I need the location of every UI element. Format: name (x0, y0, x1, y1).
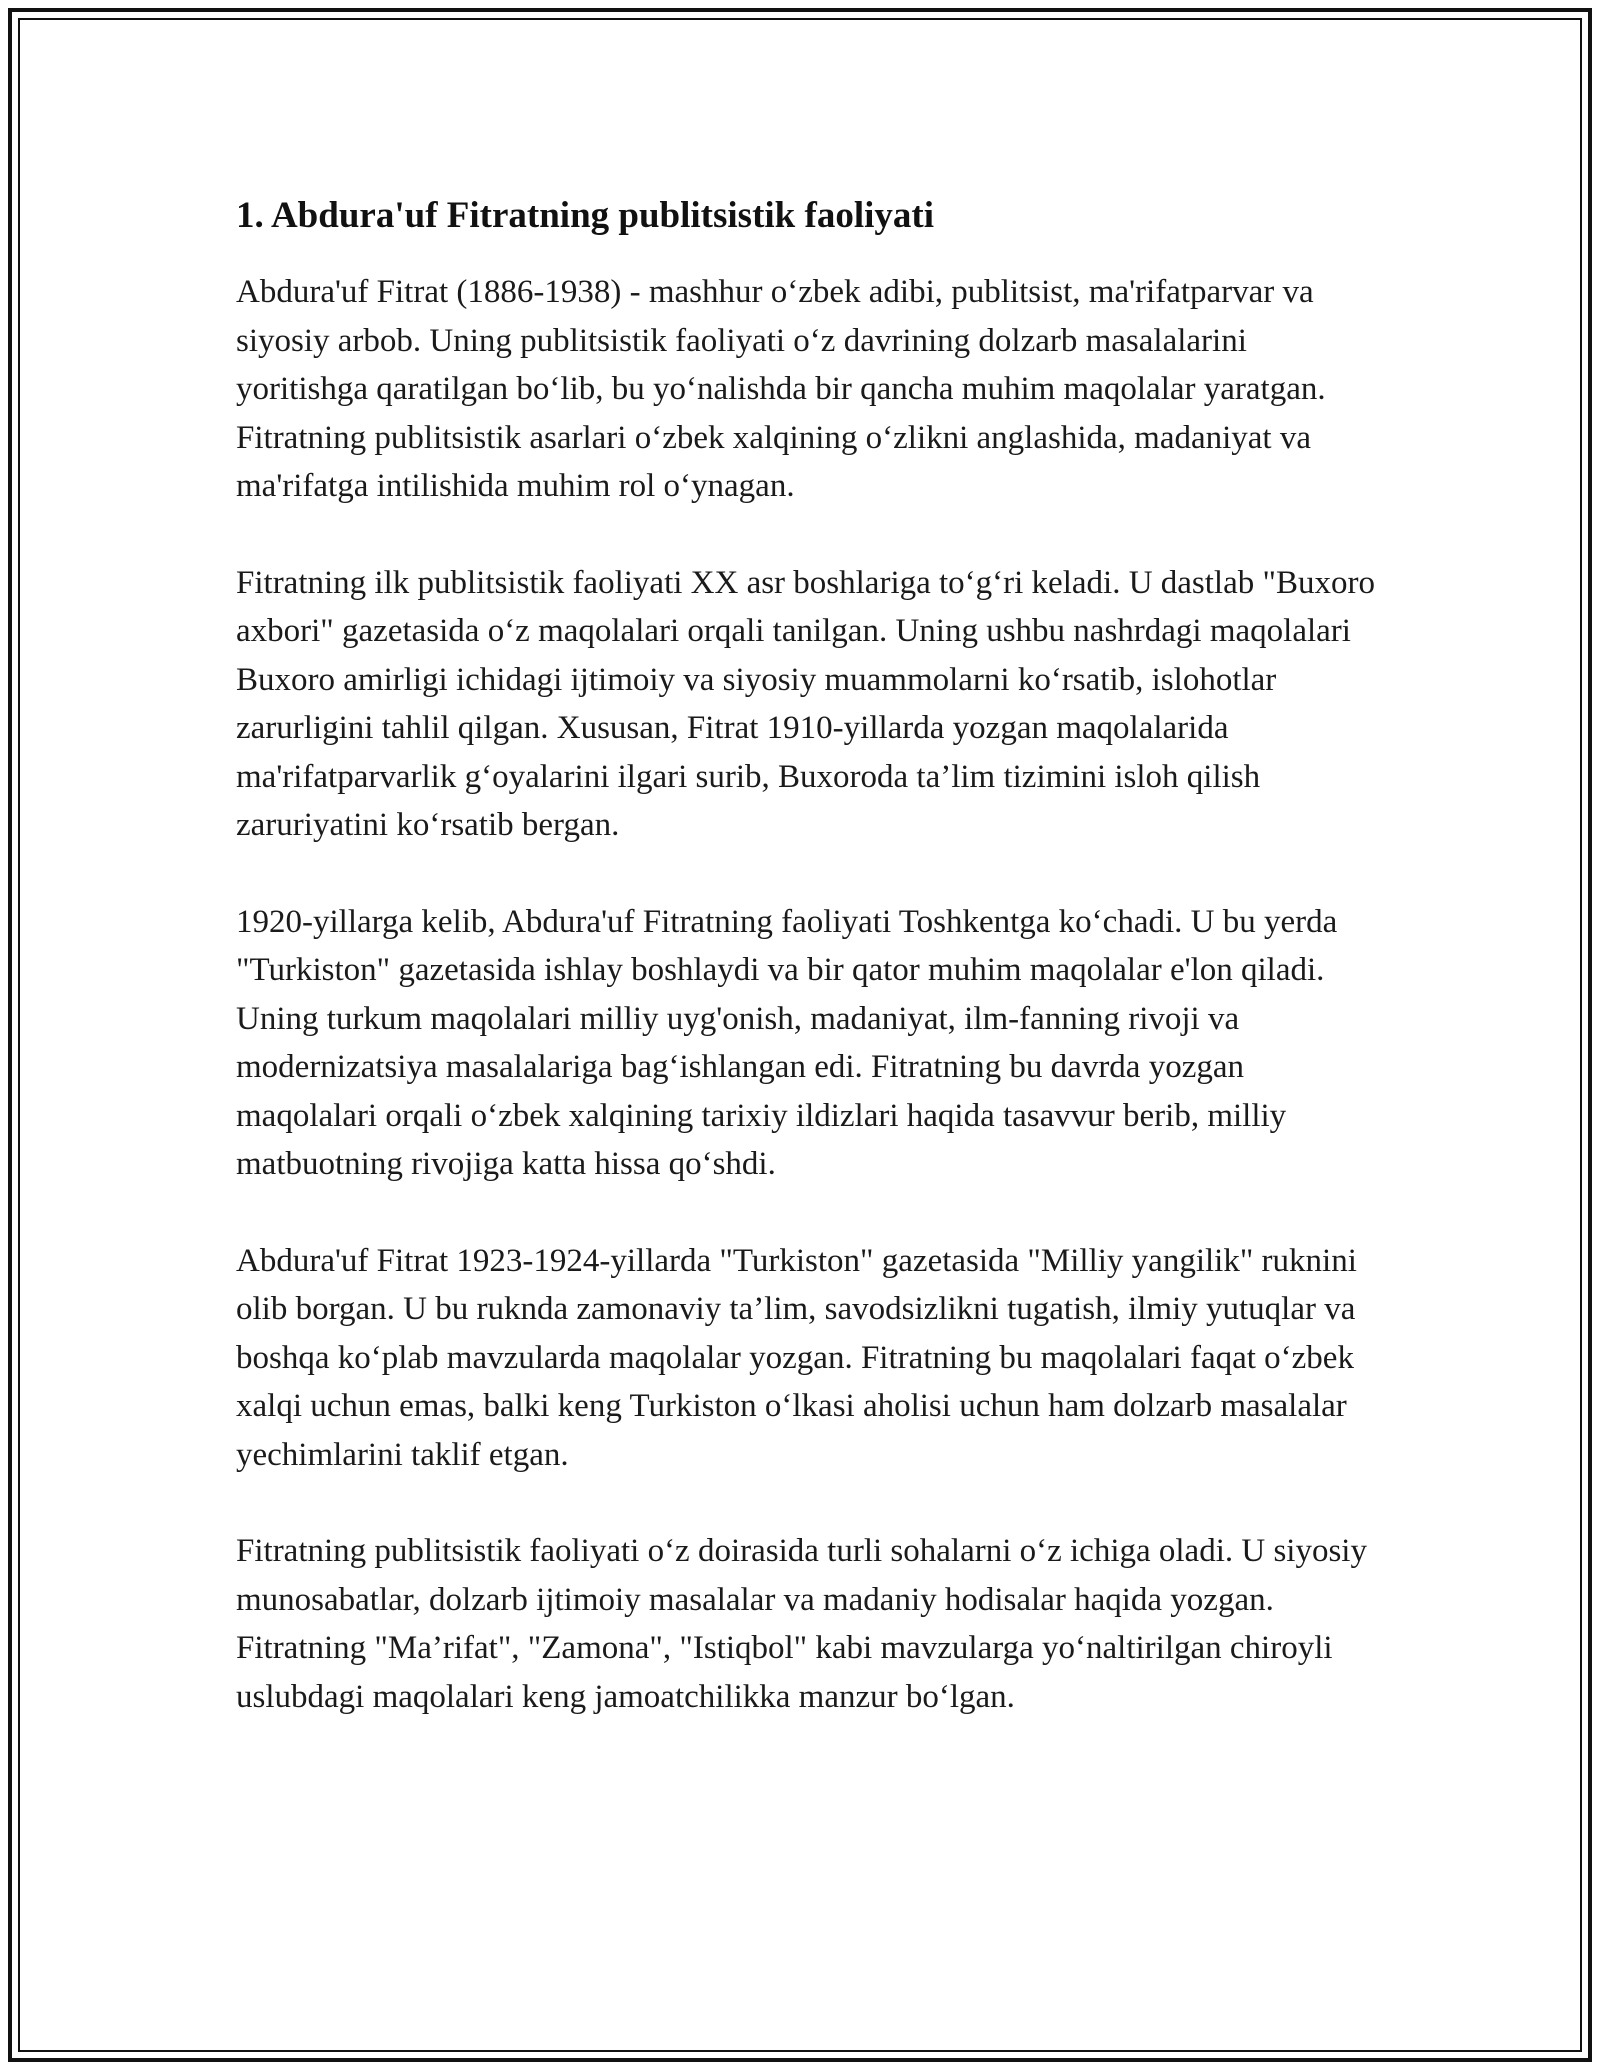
paragraph-2: Fitratning ilk publitsistik faoliyati XX asr boshlariga to‘g‘ri keladi. U dastlab "Buxoro axbori" gazetasida o‘z maqolalari orqali tanilgan. Uning ushbu nashrdagi maqolalari Buxoro amirligi ichidagi ijtimoiy va siyosiy muammolarni ko‘rsatib, islohotlar zarurligini tahlil qilgan. Xususan, Fitrat 1910-yillarda yozgan maqolalarida ma'rifatparvarlik g‘oyalarini ilgari surib, Buxoroda ta’lim tizimini isloh qilish zaruriyatini ko‘rsatib bergan. (236, 564, 1375, 843)
document-body (236, 190, 1376, 1769)
section-heading: 1. Abdura'uf Fitratning publitsistik faoliyati (236, 195, 934, 236)
paragraph-1: Abdura'uf Fitrat (1886-1938) - mashhur o‘zbek adibi, publitsist, ma'rifatparvar va siyosiy arbob. Uning publitsistik faoliyati o‘z davrining dolzarb masalalarini yoritishga qaratilgan bo‘lib, bu yo‘nalishda bir qancha muhim maqolalar yaratgan. Fitratning publitsistik asarlari o‘zbek xalqining o‘zlikni anglashida, madaniyat va ma'rifatga intilishida muhim rol o‘ynagan. (236, 274, 1326, 504)
paragraph-3: 1920-yillarga kelib, Abdura'uf Fitratning faoliyati Toshkentga ko‘chadi. U bu yerda "Turkiston" gazetasida ishlay boshlaydi va bir qator muhim maqolalar e'lon qiladi. Uning turkum maqolalari milliy uyg'onish, madaniyat, ilm-fanning rivoji va modernizatsiya masalalariga bag‘ishlangan edi. Fitratning bu davrda yozgan maqolalari orqali o‘zbek xalqining tarixiy ildizlari haqida tasavvur berib, milliy matbuotning rivojiga katta hissa qo‘shdi. (236, 903, 1338, 1182)
paragraph-4: Abdura'uf Fitrat 1923-1924-yillarda "Turkiston" gazetasida "Milliy yangilik" ruknini olib borgan. U bu ruknda zamonaviy ta’lim, savodsizlikni tugatish, ilmiy yutuqlar va boshqa ko‘plab mavzularda maqolalar yozgan. Fitratning bu maqolalari faqat o‘zbek xalqi uchun emas, balki keng Turkiston o‘lkasi aholisi uchun ham dolzarb masalalar yechimlarini taklif etgan. (236, 1242, 1357, 1473)
paragraph-5: Fitratning publitsistik faoliyati o‘z doirasida turli sohalarni o‘z ichiga oladi. U siyosiy munosabatlar, dolzarb ijtimoiy masalalar va madaniy hodisalar haqida yozgan. Fitratning "Ma’rifat", "Zamona", "Istiqbol" kabi mavzularga yo‘naltirilgan chiroyli uslubdagi maqolalari keng jamoatchilikka manzur bo‘lgan. (236, 1533, 1367, 1715)
